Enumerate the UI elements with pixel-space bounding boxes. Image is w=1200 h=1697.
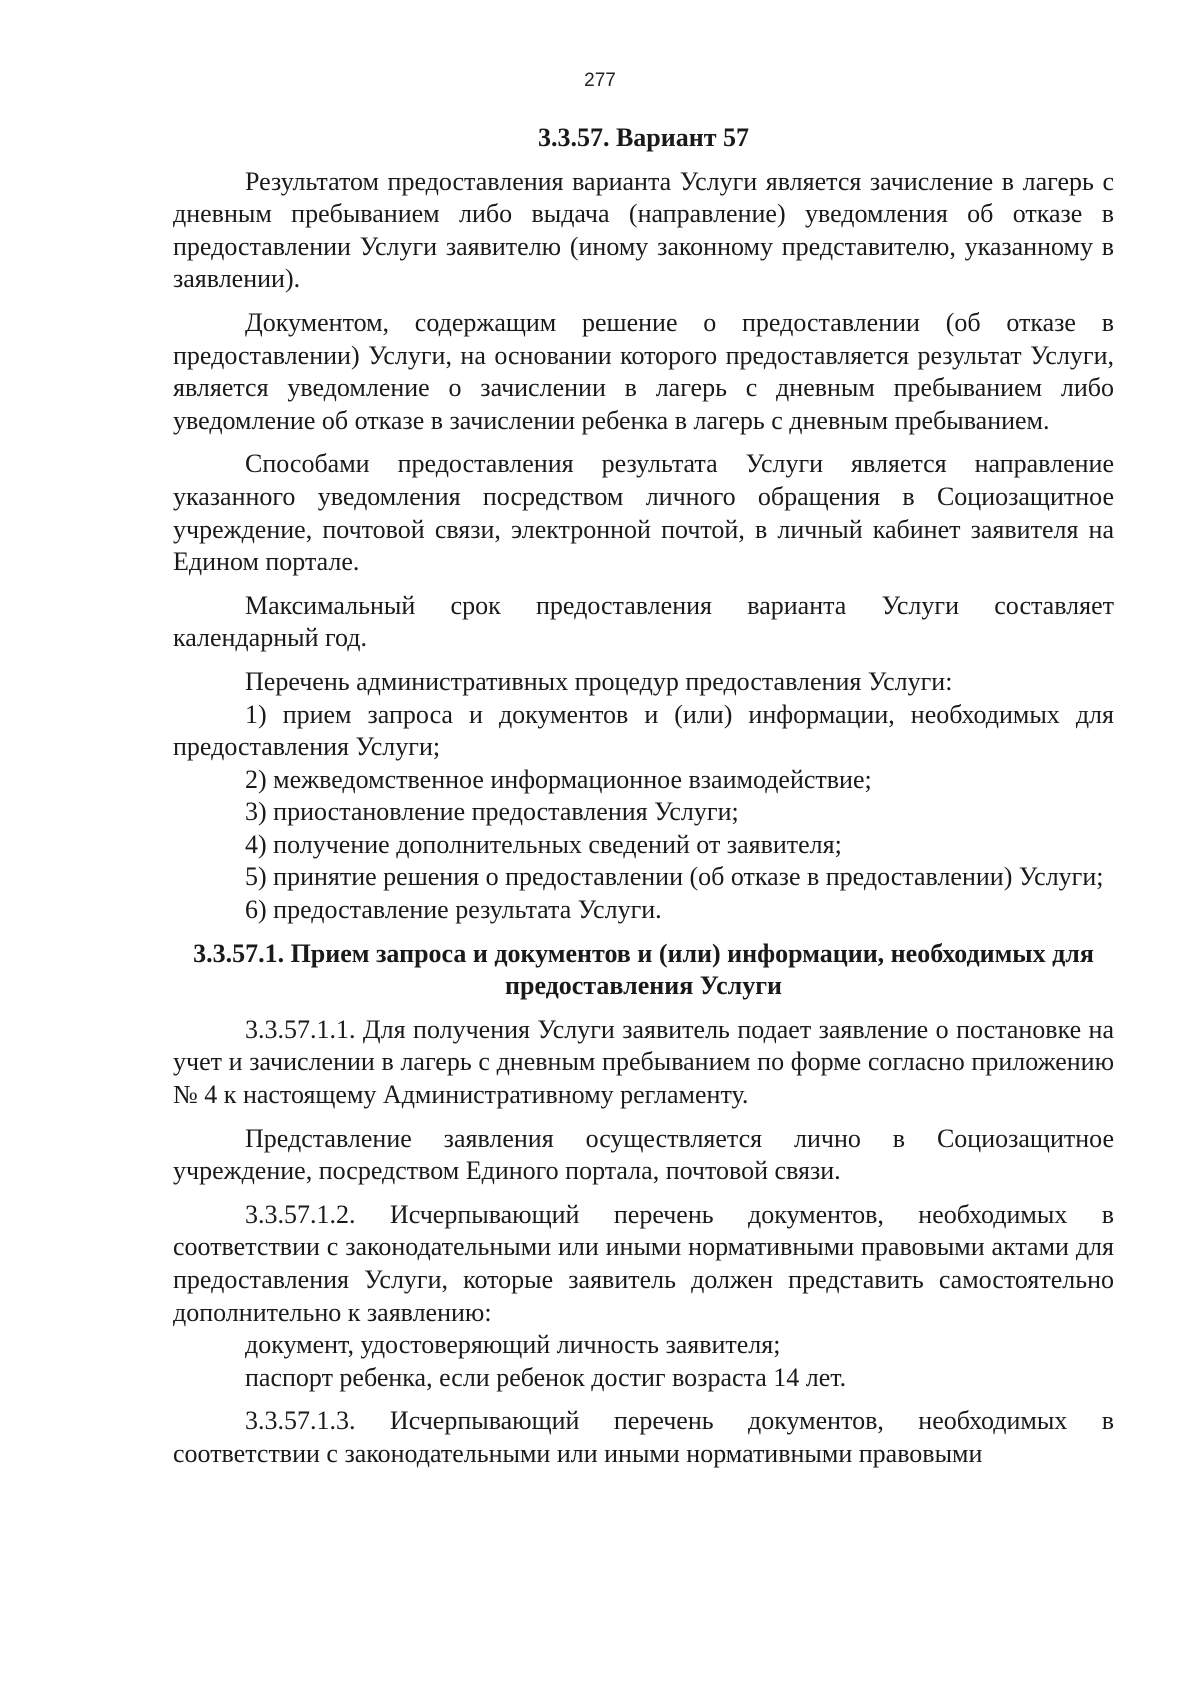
paragraph-3-3-57-1-1: 3.3.57.1.1. Для получения Услуги заявитель подает заявление о постановке на учет и зачислении в лагерь с дневным пребыванием по форме согласно приложению № 4 к настоящему Административному регламенту. [173, 1014, 1114, 1110]
paragraph-3-3-57-1-2: 3.3.57.1.2. Исчерпывающий перечень документов, необходимых в соответствии с законодательными или иными нормативными правовыми актами для предоставления Услуги, которые заявитель должен представить самостоятельно дополнительно к заявлению: [173, 1199, 1114, 1327]
document-body [173, 122, 1114, 1471]
procedure-item: 3) приостановление предоставления Услуги; [245, 797, 739, 827]
procedure-item: 2) межведомственное информационное взаимодействие; [245, 764, 872, 794]
paragraph-decision-document: Документом, содержащим решение о предоставлении (об отказе в предоставлении) Услуги, на основании которого предоставляется результат Услуги, является уведомление о зачислении в лагерь с дневным пребыванием либо уведомление об отказе в зачислении ребенка в лагерь с дневным пребыванием. [173, 307, 1114, 435]
procedure-item: 4) получение дополнительных сведений от заявителя; [245, 829, 842, 859]
section-title: 3.3.57. Вариант 57 [537, 123, 750, 152]
paragraph-result: Результатом предоставления варианта Услуги является зачисление в лагерь с дневным пребыванием либо выдача (направление) уведомления об отказе в предоставлении Услуги заявителю (иному законному представителю, указанному в заявлении). [173, 166, 1114, 294]
paragraph-submission: Представление заявления осуществляется лично в Социозащитное учреждение, посредством Единого портала, почтовой связи. [173, 1123, 1114, 1186]
paragraph-3-3-57-1-3: 3.3.57.1.3. Исчерпывающий перечень документов, необходимых в соответствии с законодательными или иными нормативными правовыми [173, 1406, 1114, 1468]
procedure-item: 6) предоставление результата Услуги. [245, 895, 662, 925]
paragraph-max-term: Максимальный срок предоставления варианта Услуги составляет календарный год. [173, 590, 1114, 653]
procedure-item: 1) прием запроса и документов и (или) информации, необходимых для предоставления Услуги; [173, 699, 1114, 762]
procedure-item: 5) принятие решения о предоставлении (об отказе в предоставлении) Услуги; [245, 862, 1104, 892]
subsection-title: 3.3.57.1. Прием запроса и документов и (или) информации, необходимых для предоставления Услуги [193, 938, 1094, 1001]
paragraph-delivery-methods: Способами предоставления результата Услуги является направление указанного уведомления посредством личного обращения в Социозащитное учреждение, почтовой связи, электронной почтой, в личный кабинет заявителя на Едином портале. [173, 449, 1114, 577]
document-item: паспорт ребенка, если ребенок достиг возраста 14 лет. [245, 1362, 847, 1392]
page-number: 277 [584, 70, 616, 91]
document-item: документ, удостоверяющий личность заявителя; [245, 1330, 781, 1360]
procedures-intro: Перечень административных процедур предоставления Услуги: [245, 666, 953, 696]
